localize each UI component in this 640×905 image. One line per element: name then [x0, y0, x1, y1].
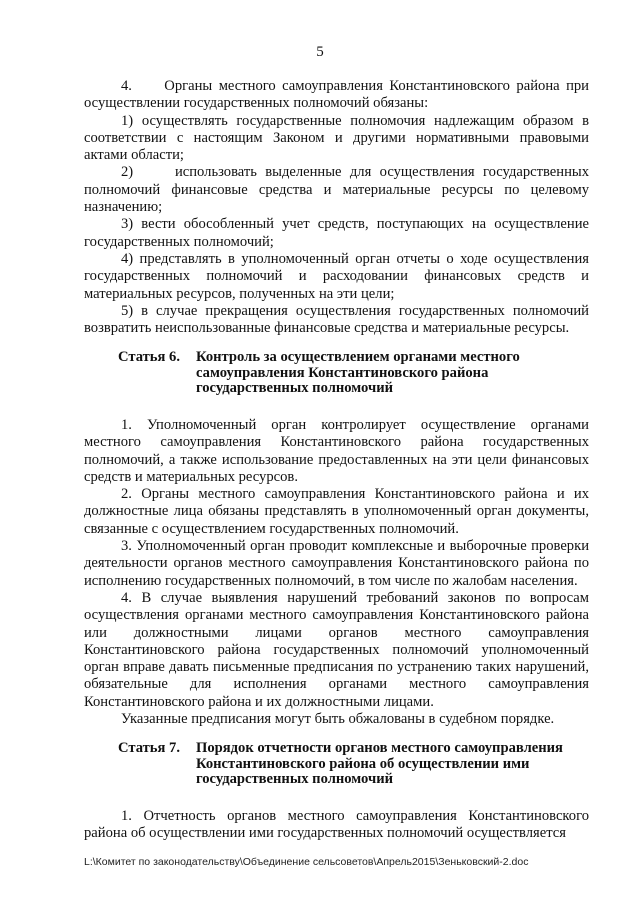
footer-file-path: L:\Комитет по законодательству\Объединение сельсоветов\Апрель2015\Зеньковский-2.doc	[84, 856, 529, 868]
article-6-label: Статья 6.	[118, 349, 180, 366]
section-4-item-1: 1) осуществлять государственные полномочия надлежащим образом в соответствии с настоящим Законом и другими нормативными правовыми актами области;	[84, 112, 589, 164]
section-4-intro: 4. Органы местного самоуправления Константиновского района при осуществлении государственных полномочий обязаны:	[84, 78, 589, 112]
document-body	[84, 78, 589, 842]
article-6-heading	[84, 350, 589, 397]
article-7-heading	[84, 741, 589, 788]
article-6-body	[84, 417, 589, 728]
article-7-title: Порядок отчетности органов местного самоуправления Константиновского района об осуществлении ими государственных полномочий	[196, 740, 563, 788]
article-6-paragraph-3: 3. Уполномоченный орган проводит комплексные и выборочные проверки деятельности органов местного самоуправления Константиновского района по исполнению государственных полномочий, в том числе по жалобам населения.	[84, 538, 589, 589]
article-6-paragraph-2: 2. Органы местного самоуправления Константиновского района и их должностные лица обязаны представлять в уполномоченный орган документы, связанные с осуществлением государственных полномочий.	[84, 486, 589, 537]
article-7-label: Статья 7.	[118, 740, 180, 757]
section-4-item-2: 2) использовать выделенные для осуществления государственных полномочий финансовые средства и материальные ресурсы по целевому назначению;	[84, 164, 589, 216]
article-6-paragraph-5: Указанные предписания могут быть обжалованы в судебном порядке.	[121, 711, 555, 727]
article-7-body	[84, 808, 589, 843]
article-6-paragraph-4: 4. В случае выявления нарушений требований законов по вопросам осуществления органами местного самоуправления Константиновского района или должностными лицами органов местного самоуправления Константиновского района государственных полномочий уполномоченный орган вправе давать письменные предписания по устранению таких нарушений, обязательные для исполнения органами местного самоуправления Константиновского района и их должностными лицами.	[84, 589, 589, 710]
article-6-paragraph-1: 1. Уполномоченный орган контролирует осуществление органами местного самоуправления Константиновского района государственных полномочий, а также использование предоставленных на эти цели финансовых средств и материальных ресурсов.	[84, 416, 589, 485]
article-6-title: Контроль за осуществлением органами местного самоуправления Константиновского района государственных полномочий	[196, 349, 520, 397]
page-number: 5	[316, 44, 324, 60]
article-7-paragraph-1: 1. Отчетность органов местного самоуправления Константиновского района об осуществлении ими государственных полномочий осуществляется	[84, 807, 589, 842]
section-4-item-3: 3) вести обособленный учет средств, поступающих на осуществление государственных полномочий;	[84, 216, 589, 250]
section-4-item-4: 4) представлять в уполномоченный орган отчеты о ходе осуществления государственных полномочий и расходовании финансовых средств и материальных ресурсов, полученных на эти цели;	[84, 250, 589, 302]
section-4	[84, 78, 589, 337]
section-4-item-5: 5) в случае прекращения осуществления государственных полномочий возвратить неиспользованные финансовые средства и материальные ресурсы.	[84, 302, 589, 337]
